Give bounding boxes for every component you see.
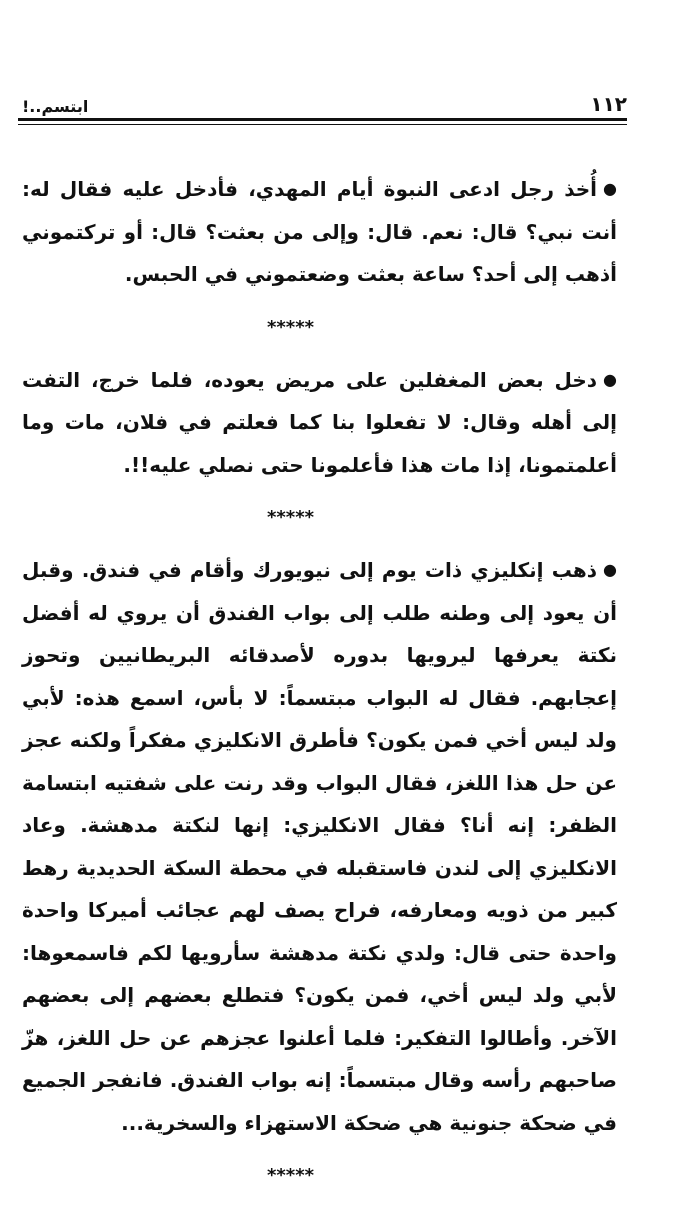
bullet-icon: ● xyxy=(603,560,617,579)
section-separator: ***** xyxy=(266,316,315,338)
page-body xyxy=(22,168,617,1207)
page-number: ١١٢ xyxy=(590,92,627,116)
section-separator: ***** xyxy=(266,507,315,528)
anecdote-text: دخل بعض المغفلين على مريض يعوده، فلما خرج، التفت إلى أهله وقال: لا تفعلوا بنا كما فعلتم في فلان، مات وما أعلمتمونا، إذا مات هذا فأعلمونا حتى نصلي عليه!!. xyxy=(22,367,617,477)
header-rule-thick xyxy=(18,118,627,121)
running-title: ابتسم..! xyxy=(22,97,89,116)
bullet-icon: ● xyxy=(603,179,617,198)
anecdote-paragraph-2 xyxy=(22,359,617,487)
page-header xyxy=(22,86,627,116)
anecdote-paragraph-3 xyxy=(22,549,617,1144)
anecdote-text: أُخذ رجل ادعى النبوة أيام المهدي، فأدخل عليه فقال له: أنت نبي؟ قال: نعم. قال: وإلى من بعثت؟ قال: أو تركتموني أذهب إلى أحد؟ ساعة بعثت وضعتموني في الحبس. xyxy=(22,177,617,286)
section-separator: ***** xyxy=(266,1165,315,1186)
anecdote-text: ذهب إنكليزي ذات يوم إلى نيويورك وأقام في فندق. وقبل أن يعود إلى وطنه طلب إلى بواب الفندق أن يروي له أفضل نكتة يعرفها ليرويها بدوره لأصدقائه البريطانيين وتحوز إعجابهم. فقال له البواب مبتسماً: لا بأس، اسمع هذه: لأبي ولد ليس أخي فمن يكون؟ فأطرق الانكليزي مفكراً ولكنه عجز عن حل هذا اللغز، فقال البواب وقد رنت على شفتيه ابتسامة الظفر: إنه أنا؟ فقال الانكليزي: إنها لنكتة مدهشة. وعاد الانكليزي إلى لندن فاستقبله في محطة السكة الحديدية رهط كبير من ذويه ومعارفه، فراح يصف لهم عجائب أميركا واحدة واحدة حتى قال: ولدي نكتة مدهشة سأرويها لكم فاسمعوها: لأبي ولد ليس أخي، فمن يكون؟ فتطلع بعضهم إلى بعضهم الآخر. وأطالوا التفكير: فلما أعلنوا عجزهم عن حل اللغز، هزّ صاحبهم رأسه وقال مبتسماً: إنه بواب الفندق. فانفجر الجميع في ضحكة جنونية هي ضحكة الاستهزاء والسخرية... xyxy=(22,558,617,1135)
bullet-icon: ● xyxy=(603,369,617,389)
header-rule-thin xyxy=(18,124,627,125)
anecdote-paragraph-1 xyxy=(22,168,617,296)
